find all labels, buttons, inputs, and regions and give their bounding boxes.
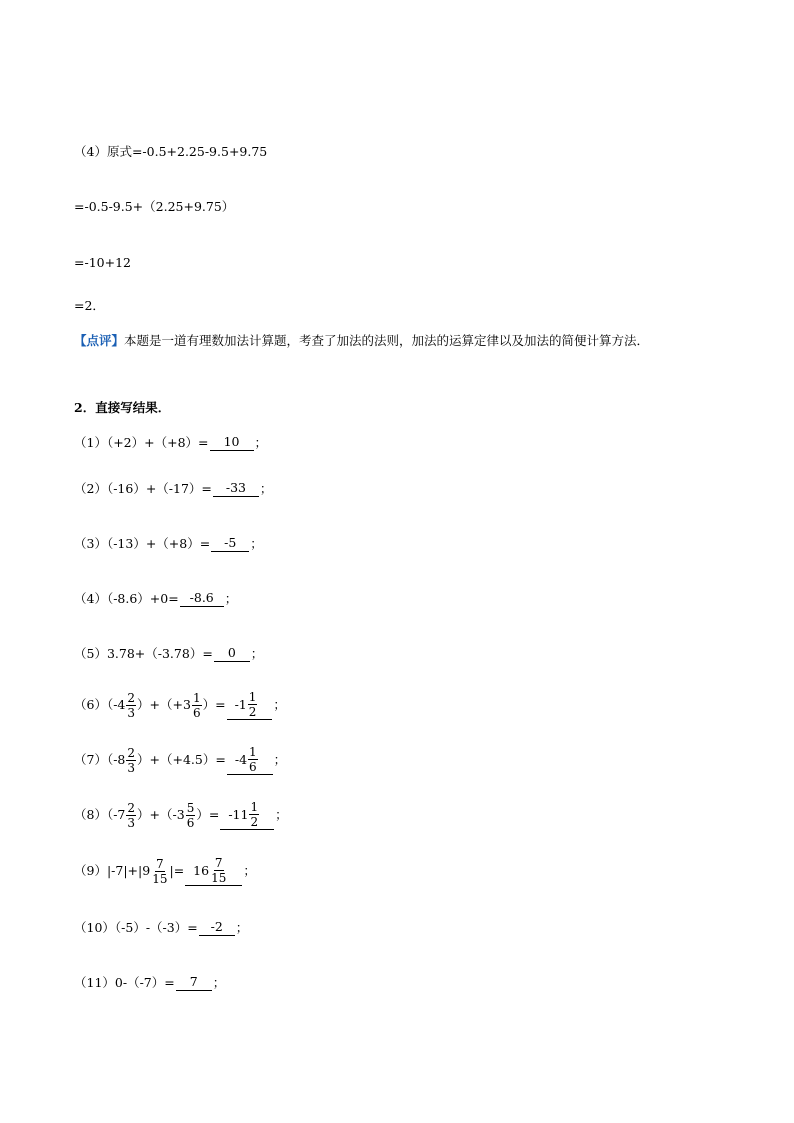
answer-fraction <box>248 690 258 719</box>
answer-blank: -8.6 <box>180 590 224 607</box>
answer-fraction <box>249 800 259 829</box>
item-tail: ； <box>250 535 263 551</box>
answer-blank <box>185 856 242 886</box>
fraction-numerator: 2 <box>127 745 136 760</box>
question-item-4 <box>74 590 237 607</box>
answer-whole: -11 <box>228 806 249 822</box>
fraction-numerator: 1 <box>250 800 259 814</box>
question-item-11 <box>74 974 225 991</box>
answer-whole: -1 <box>234 696 247 712</box>
item-expression-part: ）+（+3 <box>137 697 191 712</box>
fraction-denominator: 3 <box>127 760 136 775</box>
answer-whole: -4 <box>234 751 248 767</box>
item-tail: ； <box>275 807 288 822</box>
item-expression-part: |= <box>169 863 185 878</box>
item-expression-part: （6）（-4 <box>74 697 126 712</box>
fraction-numerator: 7 <box>214 856 223 870</box>
fraction <box>151 857 168 886</box>
answer-blank <box>227 690 273 720</box>
item-tail: ； <box>254 434 268 450</box>
answer-blank <box>220 800 274 830</box>
item-expression: （1）（+2）+（+8）= <box>74 434 209 450</box>
fraction <box>126 746 136 775</box>
item-tail: ； <box>212 974 226 990</box>
fraction-denominator: 3 <box>127 705 136 720</box>
fraction <box>126 691 136 720</box>
item-expression: （4）（-8.6）+0= <box>74 590 179 606</box>
solution-line-3: =-10+12 <box>74 255 131 270</box>
fraction-denominator: 6 <box>192 705 201 720</box>
comment-line <box>74 333 649 349</box>
question-item-8 <box>74 800 288 830</box>
question-item-2 <box>74 480 272 497</box>
item-expression: （5）3.78+（-3.78）= <box>74 645 213 661</box>
question-item-6 <box>74 690 286 720</box>
fraction <box>186 801 196 830</box>
item-expression-part: （7）（-8 <box>74 752 126 767</box>
item-expression: （11）0-（-7）= <box>74 974 175 990</box>
item-expression-part: （9）|-7|+|9 <box>74 863 151 878</box>
fraction-denominator: 6 <box>249 760 257 774</box>
question-title: 2．直接写结果． <box>74 400 171 415</box>
fraction-denominator: 6 <box>186 815 195 830</box>
answer-blank: -5 <box>211 535 249 552</box>
answer-blank: 0 <box>214 645 250 662</box>
fraction-denominator: 2 <box>250 815 259 829</box>
fraction-denominator: 2 <box>248 705 257 719</box>
question-item-9 <box>74 856 256 886</box>
item-tail: ； <box>235 919 249 935</box>
item-expression-part: ）+（+4.5）= <box>137 752 226 767</box>
item-expression-part: （8）（-7 <box>74 807 126 822</box>
question-item-3 <box>74 535 263 552</box>
question-item-5 <box>74 645 263 662</box>
item-expression-part: ）= <box>202 697 226 712</box>
item-tail: ； <box>273 752 287 767</box>
item-expression-part: ）= <box>196 807 220 822</box>
item-expression-part: ）+（-3 <box>137 807 185 822</box>
item-expression: （2）（-16）+（-17）= <box>74 480 212 496</box>
answer-blank: -2 <box>199 919 235 936</box>
fraction <box>126 801 136 830</box>
fraction-numerator: 7 <box>156 856 164 871</box>
solution-line-4: =2． <box>74 298 105 313</box>
answer-blank: -33 <box>213 480 259 497</box>
item-tail: ； <box>224 590 238 606</box>
fraction-numerator: 2 <box>127 690 136 705</box>
item-expression: （3）（-13）+（+8）= <box>74 535 211 551</box>
item-tail: ； <box>273 697 286 712</box>
fraction-denominator: 3 <box>127 815 136 830</box>
solution-line-1: （4）原式=-0.5+2.25-9.5+9.75 <box>74 144 268 159</box>
answer-blank: 7 <box>176 974 212 991</box>
question-item-1 <box>74 434 267 451</box>
fraction-numerator: 2 <box>127 800 136 815</box>
item-tail: ； <box>259 480 273 496</box>
fraction-denominator: 15 <box>152 871 168 886</box>
comment-tag: 【点评】 <box>74 333 125 348</box>
fraction-numerator: 5 <box>186 800 195 815</box>
answer-fraction <box>248 745 258 774</box>
answer-blank <box>227 745 273 775</box>
fraction-numerator: 1 <box>248 690 257 704</box>
answer-whole: 16 <box>193 862 210 878</box>
question-item-7 <box>74 745 286 775</box>
solution-line-2: =-0.5-9.5+（2.25+9.75） <box>74 199 235 214</box>
item-tail: ； <box>250 645 264 661</box>
answer-fraction <box>210 856 227 885</box>
item-tail: ； <box>243 863 256 878</box>
fraction-denominator: 15 <box>211 871 227 885</box>
answer-blank: 10 <box>210 434 254 451</box>
fraction-numerator: 1 <box>249 745 257 759</box>
comment-text: 本题是一道有理数加法计算题，考查了加法的法则，加法的运算定律以及加法的简便计算方法． <box>124 333 650 348</box>
question-item-10 <box>74 919 248 936</box>
fraction-numerator: 1 <box>192 690 201 705</box>
item-expression: （10）（-5）-（-3）= <box>74 919 198 935</box>
fraction <box>192 691 202 720</box>
